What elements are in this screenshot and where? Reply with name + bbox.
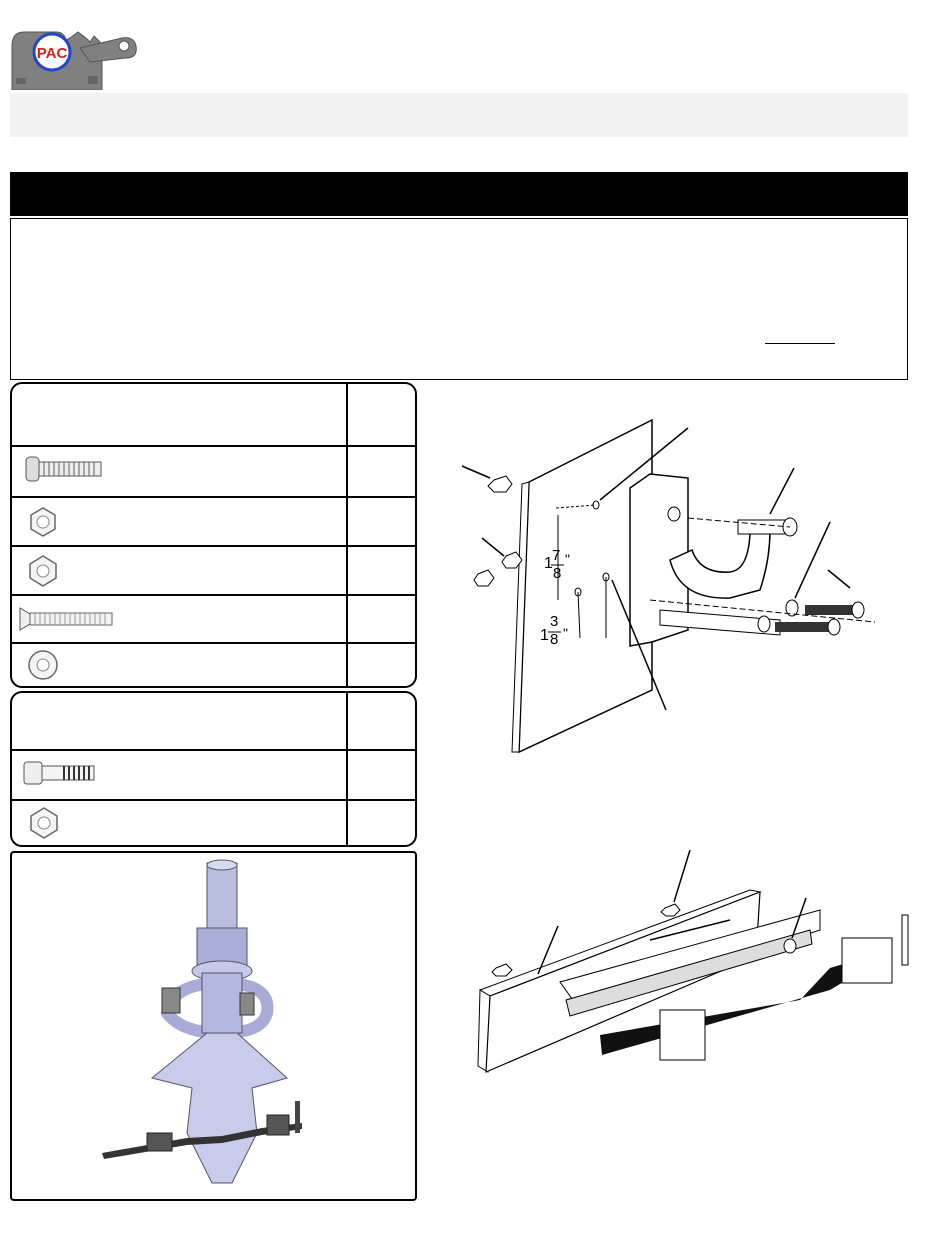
dim-horizontal-den: 8 — [550, 631, 559, 648]
pac-logo — [10, 28, 138, 90]
dim-vertical-den: 8 — [553, 565, 562, 582]
title-bar — [10, 172, 908, 216]
assembled-clamp-render — [12, 853, 415, 1199]
parts-table-a — [10, 382, 417, 688]
dim-vertical-unit: " — [565, 551, 570, 567]
dim-vertical-num: 7 — [552, 547, 561, 564]
washer-icon — [29, 651, 57, 679]
wall-mount-diagram — [430, 410, 900, 770]
nut-icon — [30, 556, 56, 586]
nut-icon — [31, 508, 55, 536]
dim-horizontal-whole: 1 — [540, 627, 549, 644]
dim-vertical-whole: 1 — [544, 555, 553, 572]
notice-underline — [765, 343, 835, 344]
product-render-box — [10, 851, 417, 1201]
rail-mount-diagram — [470, 850, 920, 1090]
nut-icon — [31, 808, 57, 838]
notice-box — [10, 218, 908, 380]
logo-text: PAC — [36, 45, 68, 62]
bolt-icon — [24, 762, 94, 784]
screw-icon — [20, 608, 112, 630]
dim-horizontal-num: 3 — [550, 613, 559, 630]
screw-icon — [26, 457, 101, 481]
header-band — [10, 93, 908, 137]
parts-table-b — [10, 691, 417, 847]
dim-horizontal-unit: " — [563, 625, 568, 641]
